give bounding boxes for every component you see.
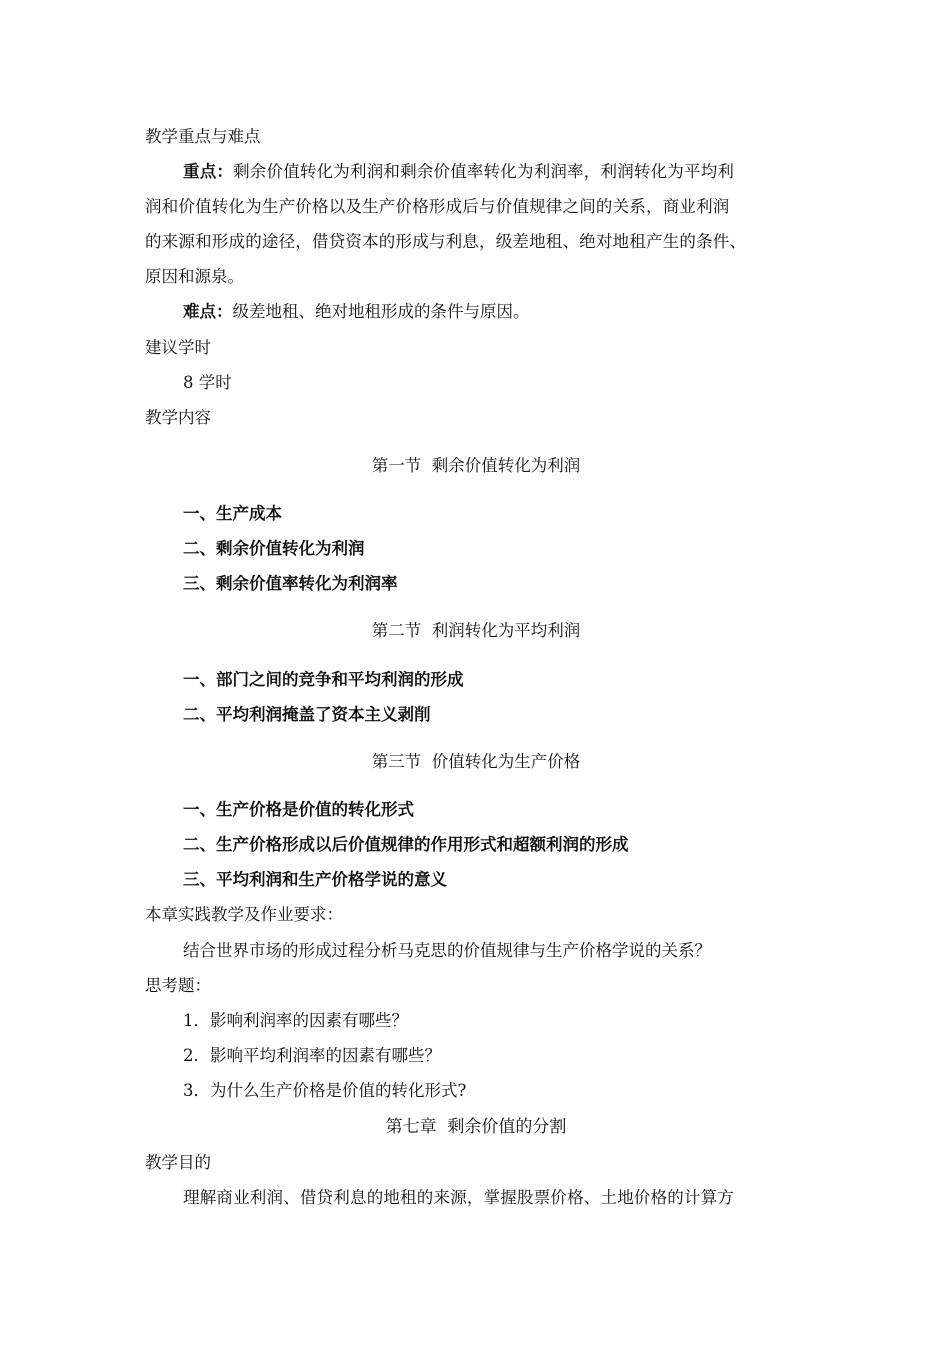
section-2-item-2: 二、平均利润掩盖了资本主义剥削: [183, 705, 431, 724]
heading-practice: 本章实践教学及作业要求：: [145, 905, 343, 924]
section-2-title: 第二节 利润转化为平均利润: [371, 621, 581, 640]
key-label: 重点：: [183, 162, 234, 181]
heading-content: 教学内容: [145, 408, 211, 427]
question-3: 3．为什么生产价格是价值的转化形式?: [183, 1081, 467, 1100]
section-3-item-1: 一、生产价格是价值的转化形式: [183, 800, 414, 819]
key-points-paragraph-line-1: [183, 161, 734, 183]
difficult-label: 难点：: [183, 302, 233, 321]
question-2: 2．影响平均利润率的因素有哪些？: [183, 1046, 441, 1065]
heading-key-points: 教学重点与难点: [145, 127, 261, 146]
key-text-line-4: 原因和源泉。: [145, 267, 244, 286]
key-text-line-3: 的来源和形成的途径，借贷资本的形成与利息，级差地租、绝对地租产生的条件、: [145, 232, 747, 251]
key-text-line-2: 润和价值转化为生产价格以及生产价格形成后与价值规律之间的关系，商业利润: [145, 197, 730, 216]
hours-text: 8 学时: [183, 373, 232, 392]
difficult-text: 级差地租、绝对地租形成的条件与原因。: [232, 302, 530, 321]
chapter-7-title: 第七章 剩余价值的分割: [385, 1117, 567, 1137]
section-2-item-1: 一、部门之间的竞争和平均利润的形成: [183, 670, 464, 689]
practice-text: 结合世界市场的形成过程分析马克思的价值规律与生产价格学说的关系？: [183, 941, 711, 960]
section-3-title: 第三节 价值转化为生产价格: [371, 752, 581, 771]
section-1-item-1: 一、生产成本: [183, 504, 282, 523]
heading-hours: 建议学时: [145, 338, 211, 357]
difficult-paragraph: [183, 301, 530, 323]
heading-questions: 思考题：: [145, 976, 211, 995]
key-text-line-1: 剩余价值转化为利润和剩余价值率转化为利润率，利润转化为平均利: [233, 162, 735, 181]
section-1-title: 第一节 剩余价值转化为利润: [371, 456, 581, 475]
section-3-item-3: 三、平均利润和生产价格学说的意义: [183, 870, 447, 889]
question-1: 1．影响利润率的因素有哪些？: [183, 1011, 408, 1030]
heading-goal: 教学目的: [145, 1153, 211, 1172]
section-1-item-3: 三、剩余价值率转化为利润率: [183, 574, 398, 593]
section-1-item-2: 二、剩余价值转化为利润: [183, 539, 365, 558]
section-3-item-2: 二、生产价格形成以后价值规律的作用形式和超额利润的形成: [183, 835, 629, 854]
goal-text: 理解商业利润、借贷利息的地租的来源，掌握股票价格、土地价格的计算方: [183, 1188, 735, 1207]
